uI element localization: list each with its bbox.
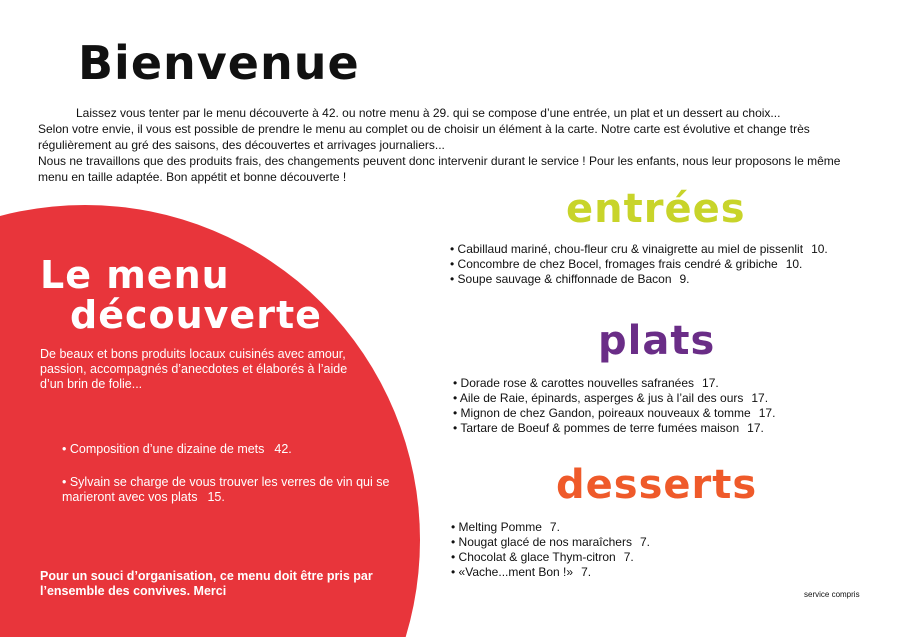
dish-price: 7. — [581, 565, 592, 579]
dish-name: «Vache...ment Bon !» — [458, 565, 574, 579]
dish-price: 7. — [639, 535, 650, 549]
dish-name: Nougat glacé de nos maraîchers — [458, 535, 632, 549]
menu-decouverte-note: Pour un souci d’organisation, ce menu doit être pris par l’ensemble des convives. Merci — [40, 569, 373, 598]
list-item — [450, 257, 828, 272]
list-item — [62, 475, 392, 505]
intro-paragraph: Selon votre envie, il vous est possible de prendre le menu au complet ou de choisir un élément à la carte. Notre carte est évolutive et change très régulièrement au gré des saisons, des découvertes et arrivages journaliers... — [38, 122, 810, 152]
entrees-list — [450, 242, 828, 287]
dish-name: Chocolat & glace Thym-citron — [458, 550, 616, 564]
list-item — [451, 565, 650, 580]
desserts-list — [451, 520, 650, 580]
dish-price: 17. — [747, 421, 764, 435]
dish-name: Dorade rose & carottes nouvelles safranées — [460, 376, 695, 390]
dish-name: Concombre de chez Bocel, fromages frais cendré & gribiche — [457, 257, 778, 271]
plats-title: plats — [598, 318, 716, 364]
dish-price: 17. — [751, 391, 769, 405]
entrees-title: entrées — [566, 186, 746, 232]
list-item — [453, 421, 775, 436]
dish-name: Cabillaud mariné, chou-fleur cru & vinaigrette au miel de pissenlit — [457, 242, 804, 256]
plats-list — [453, 376, 775, 436]
list-item — [450, 242, 828, 257]
dish-price: 7. — [623, 550, 634, 564]
service-note: service compris — [804, 590, 860, 599]
intro-paragraph: Laissez vous tenter par le menu découverte à 42. ou notre menu à 29. qui se compose d’une entrée, un plat et un dessert au choix... — [76, 106, 781, 120]
list-item — [451, 520, 650, 535]
list-item — [453, 376, 775, 391]
dish-name: Soupe sauvage & chiffonnade de Bacon — [457, 272, 672, 286]
list-item — [451, 535, 650, 550]
dish-name: Aile de Raie, épinards, asperges & jus à l’ail des ours — [459, 391, 744, 405]
dish-price: 17. — [758, 406, 776, 420]
dish-name: Tartare de Boeuf & pommes de terre fumées maison — [460, 421, 740, 435]
dish-price: 10. — [785, 257, 803, 271]
intro-text — [38, 105, 853, 185]
dish-price: 7. — [549, 520, 560, 534]
list-item — [451, 550, 650, 565]
item-price: 42. — [274, 442, 292, 456]
menu-decouverte-description: De beaux et bons produits locaux cuisinés avec amour, passion, accompagnés d’anecdotes et élaborés à l’aide d’un brin de folie... — [40, 347, 348, 391]
item-text: • Sylvain se charge de vous trouver les verres de vin qui se marieront avec vos plats — [62, 475, 390, 504]
list-item — [62, 442, 392, 457]
dish-price: 17. — [702, 376, 719, 390]
desserts-title: desserts — [556, 462, 758, 508]
item-text: • Composition d’une dizaine de mets — [62, 442, 265, 456]
list-item — [453, 391, 775, 406]
dish-price: 10. — [811, 242, 828, 256]
list-item — [450, 272, 828, 287]
dish-name: Melting Pomme — [458, 520, 542, 534]
menu-title-line: Le menu — [40, 253, 230, 297]
menu-decouverte-title — [40, 255, 322, 335]
menu-decouverte-items — [62, 442, 392, 523]
menu-title-line: découverte — [70, 293, 322, 337]
dish-price: 9. — [679, 272, 690, 286]
item-price: 15. — [207, 490, 225, 504]
dish-name: Mignon de chez Gandon, poireaux nouveaux & tomme — [460, 406, 751, 420]
page-title: Bienvenue — [78, 36, 360, 90]
intro-paragraph: Nous ne travaillons que des produits frais, des changements peuvent donc intervenir durant le service ! Pour les enfants, nous leur proposons le même menu en taille adaptée. Bon appétit et bonne découverte ! — [38, 154, 841, 184]
list-item — [453, 406, 775, 421]
